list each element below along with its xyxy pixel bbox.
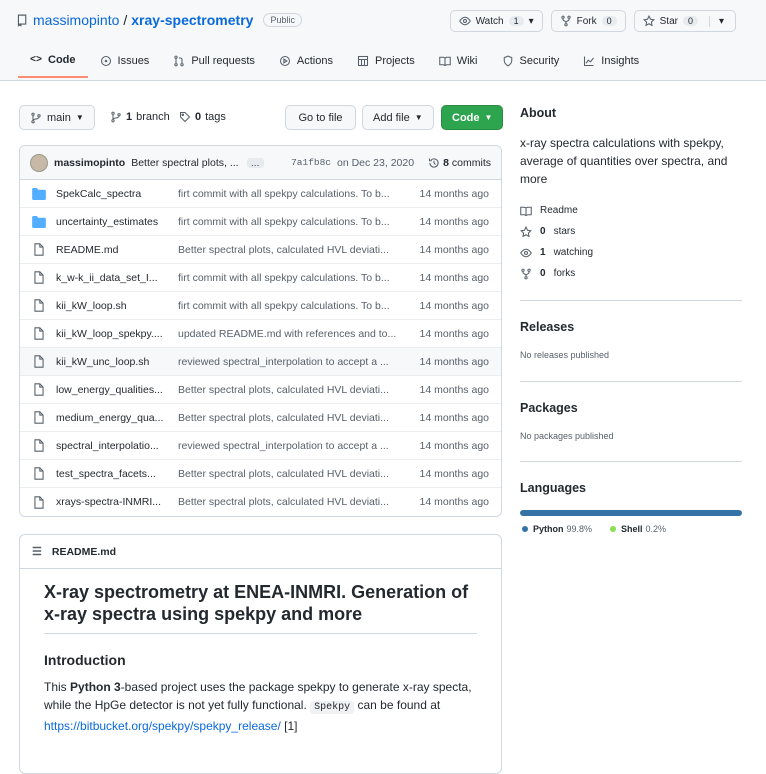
- file-icon: [32, 383, 46, 396]
- watching-count: 1: [540, 247, 546, 258]
- tab-code[interactable]: [18, 48, 88, 78]
- file-commit-message[interactable]: Better spectral plots, calculated HVL deviati...: [178, 468, 403, 480]
- language-pct: 0.2%: [646, 524, 667, 534]
- language-shell[interactable]: [610, 524, 666, 534]
- commit-date: on Dec 23, 2020: [337, 157, 414, 169]
- branch-icon: [30, 112, 42, 124]
- forks-link[interactable]: [520, 263, 742, 284]
- table-icon: [357, 55, 369, 67]
- file-icon: [32, 271, 46, 284]
- tags-label: tags: [205, 111, 226, 123]
- watch-count: 1: [509, 16, 524, 26]
- file-icon: [32, 355, 46, 368]
- code-button[interactable]: [441, 105, 503, 130]
- file-icon: [32, 439, 46, 452]
- about-section: [520, 106, 742, 284]
- readme-text: This: [44, 680, 70, 694]
- repo-name-link[interactable]: xray-spectrometry: [131, 12, 253, 28]
- file-commit-message[interactable]: firt commit with all spekpy calculations. To b...: [178, 272, 403, 284]
- file-age: 14 months ago: [403, 216, 489, 228]
- chevron-down-icon: ▾: [529, 16, 534, 27]
- tab-wiki[interactable]: [427, 48, 490, 78]
- readme-filename: README.md: [52, 546, 116, 558]
- file-commit-message[interactable]: reviewed spectral_interpolation to accept a ...: [178, 440, 403, 452]
- readme-text: can be found at: [354, 698, 440, 712]
- chevron-down-icon: ▼: [76, 113, 84, 122]
- file-name[interactable]: README.md: [56, 244, 178, 256]
- expand-message-button[interactable]: …: [247, 158, 264, 168]
- readme-body: [20, 569, 501, 747]
- readme-code: Spekpy: [310, 701, 354, 714]
- chevron-down-icon: ▼: [415, 113, 423, 122]
- file-name[interactable]: SpekCalc_spectra: [56, 188, 178, 200]
- pull-request-icon: [173, 55, 185, 67]
- divider: [520, 300, 742, 301]
- file-name[interactable]: test_spectra_facets...: [56, 468, 178, 480]
- repo-separator: /: [123, 12, 127, 28]
- file-age: 14 months ago: [403, 496, 489, 508]
- tab-pull-requests-label: Pull requests: [191, 55, 255, 67]
- file-age: 14 months ago: [403, 188, 489, 200]
- stars-count: 0: [540, 226, 546, 237]
- tab-security[interactable]: [490, 48, 572, 78]
- watching-link[interactable]: [520, 242, 742, 263]
- book-icon: [520, 205, 532, 217]
- releases-empty: No releases published: [520, 350, 742, 360]
- tab-projects-label: Projects: [375, 55, 415, 67]
- readme-header: [20, 535, 501, 569]
- graph-icon: [583, 55, 595, 67]
- tab-wiki-label: Wiki: [457, 55, 478, 67]
- commit-message[interactable]: Better spectral plots, ...: [131, 157, 238, 169]
- file-age: 14 months ago: [403, 356, 489, 368]
- add-file-button[interactable]: [362, 105, 434, 130]
- commits-count: 8: [443, 157, 449, 169]
- file-name[interactable]: uncertainty_estimates: [56, 216, 178, 228]
- file-row[interactable]: [20, 320, 501, 348]
- languages-title: Languages: [520, 481, 742, 495]
- avatar[interactable]: [30, 154, 48, 172]
- language-python[interactable]: [522, 524, 592, 534]
- divider: [520, 381, 742, 382]
- repo-owner-link[interactable]: massimopinto: [33, 12, 119, 28]
- branches-link[interactable]: [110, 111, 170, 123]
- readme-paragraph: [44, 678, 477, 735]
- star-label: Star: [660, 16, 678, 27]
- file-row[interactable]: [20, 264, 501, 292]
- star-dropdown-chevron[interactable]: ▾: [709, 16, 731, 27]
- packages-empty: No packages published: [520, 431, 742, 441]
- stars-link[interactable]: [520, 221, 742, 242]
- tab-actions-label: Actions: [297, 55, 333, 67]
- language-pct: 99.8%: [567, 524, 593, 534]
- file-commit-message[interactable]: Better spectral plots, calculated HVL deviati...: [178, 384, 403, 396]
- file-icon: [32, 327, 46, 340]
- file-row[interactable]: [20, 348, 501, 376]
- folder-icon: [32, 216, 46, 228]
- branch-icon: [110, 111, 122, 123]
- file-row[interactable]: [20, 488, 501, 516]
- file-commit-message[interactable]: updated README.md with references and to...: [178, 328, 403, 340]
- language-bar: [520, 510, 742, 516]
- go-to-file-button[interactable]: [285, 105, 356, 130]
- file-row[interactable]: [20, 208, 501, 236]
- file-icon: [32, 299, 46, 312]
- language-name: Python: [533, 524, 564, 534]
- language-bar-python: [520, 510, 742, 516]
- file-age: 14 months ago: [403, 384, 489, 396]
- file-age: 14 months ago: [403, 328, 489, 340]
- readme-link[interactable]: https://bitbucket.org/spekpy/spekpy_release/: [44, 719, 281, 733]
- languages-section: [520, 481, 742, 534]
- file-commit-message[interactable]: Better spectral plots, calculated HVL deviati...: [178, 412, 403, 424]
- tags-link[interactable]: [179, 111, 226, 123]
- tags-count: 0: [195, 111, 201, 123]
- readme-section-heading: Introduction: [44, 652, 477, 668]
- file-row[interactable]: [20, 376, 501, 404]
- branches-count: 1: [126, 111, 132, 123]
- releases-section: [520, 320, 742, 360]
- tab-issues[interactable]: [88, 48, 162, 78]
- file-name[interactable]: xrays-spectra-INMRI...: [56, 496, 178, 508]
- file-age: 14 months ago: [403, 244, 489, 256]
- file-age: 14 months ago: [403, 300, 489, 312]
- repo-header: [0, 0, 766, 81]
- commit-hash[interactable]: 7a1fb8c: [291, 157, 331, 168]
- commits-label: commits: [452, 157, 491, 169]
- file-name[interactable]: spectral_interpolatio...: [56, 440, 178, 452]
- forks-count: 0: [540, 268, 546, 279]
- play-icon: [279, 55, 291, 67]
- readme-link[interactable]: [520, 200, 742, 221]
- book-icon: [439, 55, 451, 67]
- add-file-label: Add file: [373, 112, 410, 124]
- readme-text: [1]: [281, 719, 298, 733]
- file-age: 14 months ago: [403, 440, 489, 452]
- file-row[interactable]: [20, 460, 501, 488]
- repo-title: [16, 12, 302, 28]
- file-row[interactable]: [20, 180, 501, 208]
- watching-label: watching: [554, 247, 593, 258]
- file-commit-message[interactable]: reviewed spectral_interpolation to accept a ...: [178, 356, 403, 368]
- file-name[interactable]: kii_kW_unc_loop.sh: [56, 356, 178, 368]
- tag-icon: [179, 111, 191, 123]
- file-commit-message[interactable]: firt commit with all spekpy calculations. To b...: [178, 300, 403, 312]
- about-title: About: [520, 106, 742, 120]
- file-commit-message[interactable]: firt commit with all spekpy calculations. To b...: [178, 216, 403, 228]
- file-age: 14 months ago: [403, 412, 489, 424]
- visibility-badge: Public: [263, 13, 302, 27]
- eye-icon: [520, 247, 532, 259]
- watch-label: Watch: [476, 16, 504, 27]
- file-name[interactable]: k_w-k_ii_data_set_I...: [56, 272, 178, 284]
- branches-label: branch: [136, 111, 170, 123]
- file-age: 14 months ago: [403, 272, 489, 284]
- packages-title[interactable]: Packages: [520, 401, 742, 415]
- file-browser: [19, 145, 502, 517]
- releases-title[interactable]: Releases: [520, 320, 742, 334]
- tab-pull-requests[interactable]: [161, 48, 267, 78]
- tab-security-label: Security: [520, 55, 560, 67]
- commit-author[interactable]: massimopinto: [54, 157, 125, 169]
- file-icon: [32, 467, 46, 480]
- forks-label: forks: [554, 268, 576, 279]
- file-name[interactable]: medium_energy_qua...: [56, 412, 178, 424]
- readme-label: Readme: [540, 205, 578, 216]
- tab-issues-label: Issues: [118, 55, 150, 67]
- star-icon: [643, 15, 655, 27]
- branch-select[interactable]: [19, 105, 95, 130]
- readme-text: -based project uses the package spekpy to generate x-ray specta, while the HpGe detector is not yet fully functional.: [44, 680, 472, 712]
- eye-icon: [459, 15, 471, 27]
- folder-icon: [32, 188, 46, 200]
- file-icon: [32, 496, 46, 509]
- fork-icon: [520, 268, 532, 280]
- star-button[interactable]: [634, 10, 736, 32]
- file-name[interactable]: kii_kW_loop_spekpy....: [56, 328, 178, 340]
- repo-icon: [16, 13, 29, 27]
- tab-insights-label: Insights: [601, 55, 639, 67]
- fork-label: Fork: [577, 16, 597, 27]
- about-description: x-ray spectra calculations with spekpy, average of quantities over spectra, and more: [520, 134, 742, 188]
- readme-title: X-ray spectrometry at ENEA-INMRI. Generation of x-ray spectra using spekpy and more: [44, 581, 477, 634]
- divider: [520, 461, 742, 462]
- file-commit-message[interactable]: Better spectral plots, calculated HVL deviati...: [178, 496, 403, 508]
- stars-label: stars: [554, 226, 576, 237]
- issue-icon: [100, 55, 112, 67]
- file-row[interactable]: [20, 236, 501, 264]
- repo-tabs: [18, 48, 651, 78]
- file-name[interactable]: low_energy_qualities...: [56, 384, 178, 396]
- packages-section: [520, 401, 742, 441]
- fork-count: 0: [602, 16, 617, 26]
- readme-panel: [19, 534, 502, 774]
- python-dot-icon: [522, 526, 528, 532]
- language-list: [520, 524, 742, 534]
- file-name[interactable]: kii_kW_loop.sh: [56, 300, 178, 312]
- shell-dot-icon: [610, 526, 616, 532]
- file-commit-message[interactable]: Better spectral plots, calculated HVL deviati...: [178, 244, 403, 256]
- list-icon[interactable]: ☰: [32, 545, 42, 558]
- code-icon: <>: [30, 55, 42, 66]
- fork-icon: [560, 15, 572, 27]
- tab-actions[interactable]: [267, 48, 345, 78]
- watch-button[interactable]: [450, 10, 543, 32]
- file-row[interactable]: [20, 432, 501, 460]
- file-age: 14 months ago: [403, 468, 489, 480]
- file-icon: [32, 411, 46, 424]
- tab-code-label: Code: [48, 54, 76, 66]
- code-button-label: Code: [452, 112, 480, 124]
- chevron-down-icon: ▼: [485, 113, 493, 122]
- shield-icon: [502, 55, 514, 67]
- history-icon: [428, 157, 440, 169]
- readme-bold: Python 3: [70, 680, 121, 694]
- file-icon: [32, 243, 46, 256]
- file-commit-message[interactable]: firt commit with all spekpy calculations. To b...: [178, 188, 403, 200]
- language-name: Shell: [621, 524, 643, 534]
- star-icon: [520, 226, 532, 238]
- star-count: 0: [683, 16, 698, 26]
- branch-name: main: [47, 112, 71, 124]
- file-row[interactable]: [20, 404, 501, 432]
- tab-insights[interactable]: [571, 48, 651, 78]
- fork-button[interactable]: [551, 10, 626, 32]
- tab-projects[interactable]: [345, 48, 427, 78]
- file-row[interactable]: [20, 292, 501, 320]
- latest-commit-bar: [20, 146, 501, 180]
- go-to-file-label: Go to file: [298, 112, 342, 124]
- commits-link[interactable]: [428, 157, 491, 169]
